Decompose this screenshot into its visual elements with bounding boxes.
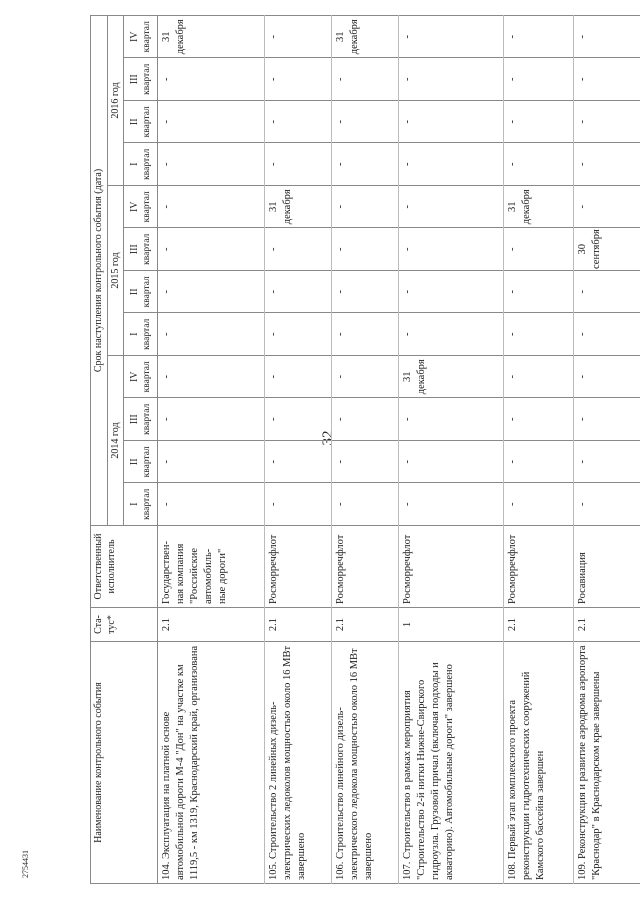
- responsible-cell: Росморречфлот: [399, 526, 504, 608]
- quarter-label: квартал: [142, 21, 153, 53]
- date-cell: -: [504, 101, 574, 144]
- date-cell: -: [332, 143, 399, 186]
- date-cell: -: [504, 356, 574, 399]
- quarter-label: квартал: [142, 233, 153, 265]
- quarter-number: I: [128, 502, 140, 506]
- date-cell: -: [399, 186, 504, 229]
- date-cell: -: [265, 58, 332, 101]
- quarter-number: II: [128, 458, 140, 466]
- date-cell: -: [265, 101, 332, 144]
- event-name-cell: 106. Строительство линейного дизель-электрического ледокола мощностью около 16 МВт завершено: [332, 642, 399, 884]
- control-events-table: [90, 15, 640, 884]
- quarter-label: квартал: [142, 488, 153, 520]
- date-cell: -: [158, 271, 265, 314]
- year-header-2015: 2015 год: [108, 186, 124, 356]
- quarter-number: IV: [128, 31, 140, 43]
- date-cell: -: [158, 228, 265, 271]
- date-cell: -: [399, 441, 504, 484]
- quarter-number: II: [128, 118, 140, 126]
- quarter-header: [124, 228, 158, 271]
- date-cell: -: [332, 483, 399, 526]
- table-row: [158, 15, 265, 883]
- date-cell: -: [574, 143, 640, 186]
- quarter-label: квартал: [142, 148, 153, 180]
- date-cell: -: [399, 228, 504, 271]
- date-cell: -: [332, 101, 399, 144]
- date-cell: 31 декабря: [399, 356, 504, 399]
- date-cell: -: [265, 398, 332, 441]
- date-cell: -: [504, 483, 574, 526]
- date-cell: -: [504, 313, 574, 356]
- quarter-number: IV: [128, 371, 140, 383]
- status-cell: 2.1: [158, 608, 265, 642]
- date-cell: 31 декабря: [504, 186, 574, 229]
- quarter-number: III: [128, 244, 140, 255]
- quarter-number: II: [128, 288, 140, 296]
- date-cell: -: [399, 271, 504, 314]
- event-name-cell: 105. Строительство 2 линейных дизель-электрических ледоколов мощностью около 16 МВт завершено: [265, 642, 332, 884]
- responsible-cell: Росавиация: [574, 526, 640, 608]
- status-cell: 1: [399, 608, 504, 642]
- date-cell: 30 сентября: [574, 228, 640, 271]
- quarter-header: [124, 186, 158, 229]
- status-cell: 2.1: [265, 608, 332, 642]
- date-cell: -: [332, 58, 399, 101]
- event-name-cell: 109. Реконструкция и развитие аэродрома аэропорта "Краснодар" в Краснодарском крае завершены: [574, 642, 640, 884]
- date-cell: -: [158, 101, 265, 144]
- rotated-page-content: [90, 16, 610, 884]
- date-cell: -: [399, 58, 504, 101]
- date-cell: 31 декабря: [158, 15, 265, 58]
- date-cell: -: [265, 143, 332, 186]
- event-name-cell: 108. Первый этап комплексного проекта реконструкции гидротехнических сооружений Камского бассейна завершен: [504, 642, 574, 884]
- column-header-period: Срок наступления контрольного события (дата): [91, 15, 108, 525]
- quarter-label: квартал: [142, 446, 153, 478]
- date-cell: -: [504, 58, 574, 101]
- date-cell: -: [158, 398, 265, 441]
- quarter-number: III: [128, 414, 140, 425]
- date-cell: -: [158, 143, 265, 186]
- quarter-header: [124, 398, 158, 441]
- year-header-2014: 2014 год: [108, 356, 124, 526]
- quarter-header: [124, 15, 158, 58]
- date-cell: -: [332, 398, 399, 441]
- quarter-header: [124, 356, 158, 399]
- date-cell: -: [574, 15, 640, 58]
- date-cell: -: [504, 143, 574, 186]
- table-row: [504, 15, 574, 883]
- page-number: 32: [319, 430, 336, 446]
- date-cell: -: [504, 15, 574, 58]
- table-row: [265, 15, 332, 883]
- responsible-cell: Росморречфлот: [504, 526, 574, 608]
- date-cell: -: [265, 228, 332, 271]
- date-cell: -: [265, 271, 332, 314]
- date-cell: -: [399, 15, 504, 58]
- event-name-cell: 104. Эксплуатация на платной основе автомобильной дороги М-4 "Дон" на участке км 1119,5 - км 1319, Краснодарский край, организована: [158, 642, 265, 884]
- quarter-header: [124, 271, 158, 314]
- date-cell: -: [574, 356, 640, 399]
- date-cell: -: [504, 441, 574, 484]
- date-cell: -: [265, 483, 332, 526]
- responsible-cell: Росморречфлот: [265, 526, 332, 608]
- date-cell: -: [504, 398, 574, 441]
- quarter-number: IV: [128, 201, 140, 213]
- table-row: [399, 15, 504, 883]
- date-cell: -: [158, 58, 265, 101]
- quarter-label: квартал: [142, 63, 153, 95]
- quarter-header: [124, 101, 158, 144]
- date-cell: -: [574, 313, 640, 356]
- date-cell: -: [332, 441, 399, 484]
- date-cell: -: [574, 101, 640, 144]
- date-cell: -: [574, 398, 640, 441]
- status-cell: 2.1: [504, 608, 574, 642]
- status-cell: 2.1: [574, 608, 640, 642]
- table-row: [574, 15, 640, 883]
- date-cell: -: [504, 228, 574, 271]
- date-cell: -: [574, 186, 640, 229]
- date-cell: 31 декабря: [332, 15, 399, 58]
- date-cell: -: [332, 228, 399, 271]
- quarter-label: квартал: [142, 403, 153, 435]
- date-cell: -: [265, 441, 332, 484]
- date-cell: -: [399, 398, 504, 441]
- quarter-label: квартал: [142, 106, 153, 138]
- quarter-label: квартал: [142, 276, 153, 308]
- status-cell: 2.1: [332, 608, 399, 642]
- date-cell: -: [265, 15, 332, 58]
- quarter-header: [124, 58, 158, 101]
- document-id: 2754431: [20, 850, 30, 878]
- date-cell: -: [399, 143, 504, 186]
- date-cell: -: [158, 483, 265, 526]
- quarter-header: [124, 143, 158, 186]
- responsible-cell: Росморречфлот: [332, 526, 399, 608]
- column-header-name: Наименование контрольного события: [91, 642, 158, 884]
- table-body: [158, 15, 640, 883]
- date-cell: -: [265, 313, 332, 356]
- quarter-header: [124, 313, 158, 356]
- column-header-status: Ста- тус*: [91, 608, 158, 642]
- date-cell: -: [399, 483, 504, 526]
- date-cell: -: [332, 313, 399, 356]
- quarter-header: [124, 483, 158, 526]
- quarter-number: I: [128, 332, 140, 336]
- quarter-header: [124, 441, 158, 484]
- date-cell: -: [158, 186, 265, 229]
- quarter-label: квартал: [142, 318, 153, 350]
- date-cell: -: [399, 313, 504, 356]
- date-cell: -: [158, 313, 265, 356]
- date-cell: -: [574, 58, 640, 101]
- table-row: [332, 15, 399, 883]
- quarter-number: III: [128, 74, 140, 85]
- date-cell: -: [574, 441, 640, 484]
- year-header-2016: 2016 год: [108, 15, 124, 185]
- column-header-responsible: Ответственный исполнитель: [91, 526, 158, 608]
- date-cell: -: [158, 356, 265, 399]
- quarter-label: квартал: [142, 361, 153, 393]
- date-cell: -: [265, 356, 332, 399]
- date-cell: -: [574, 483, 640, 526]
- date-cell: -: [332, 271, 399, 314]
- quarter-label: квартал: [142, 191, 153, 223]
- date-cell: -: [574, 271, 640, 314]
- date-cell: -: [158, 441, 265, 484]
- date-cell: 31 декабря: [265, 186, 332, 229]
- event-name-cell: 107. Строительство в рамках мероприятия "Строительство 2-й нитки Нижне-Свирского гидроузла. Грузовой причал (включая подходы и акваторию). Автомобильные дороги" завершено: [399, 642, 504, 884]
- date-cell: -: [504, 271, 574, 314]
- date-cell: -: [332, 356, 399, 399]
- quarter-number: I: [128, 162, 140, 166]
- date-cell: -: [332, 186, 399, 229]
- date-cell: -: [399, 101, 504, 144]
- responsible-cell: Государствен- ная компания "Российские автомобиль- ные дороги": [158, 526, 265, 608]
